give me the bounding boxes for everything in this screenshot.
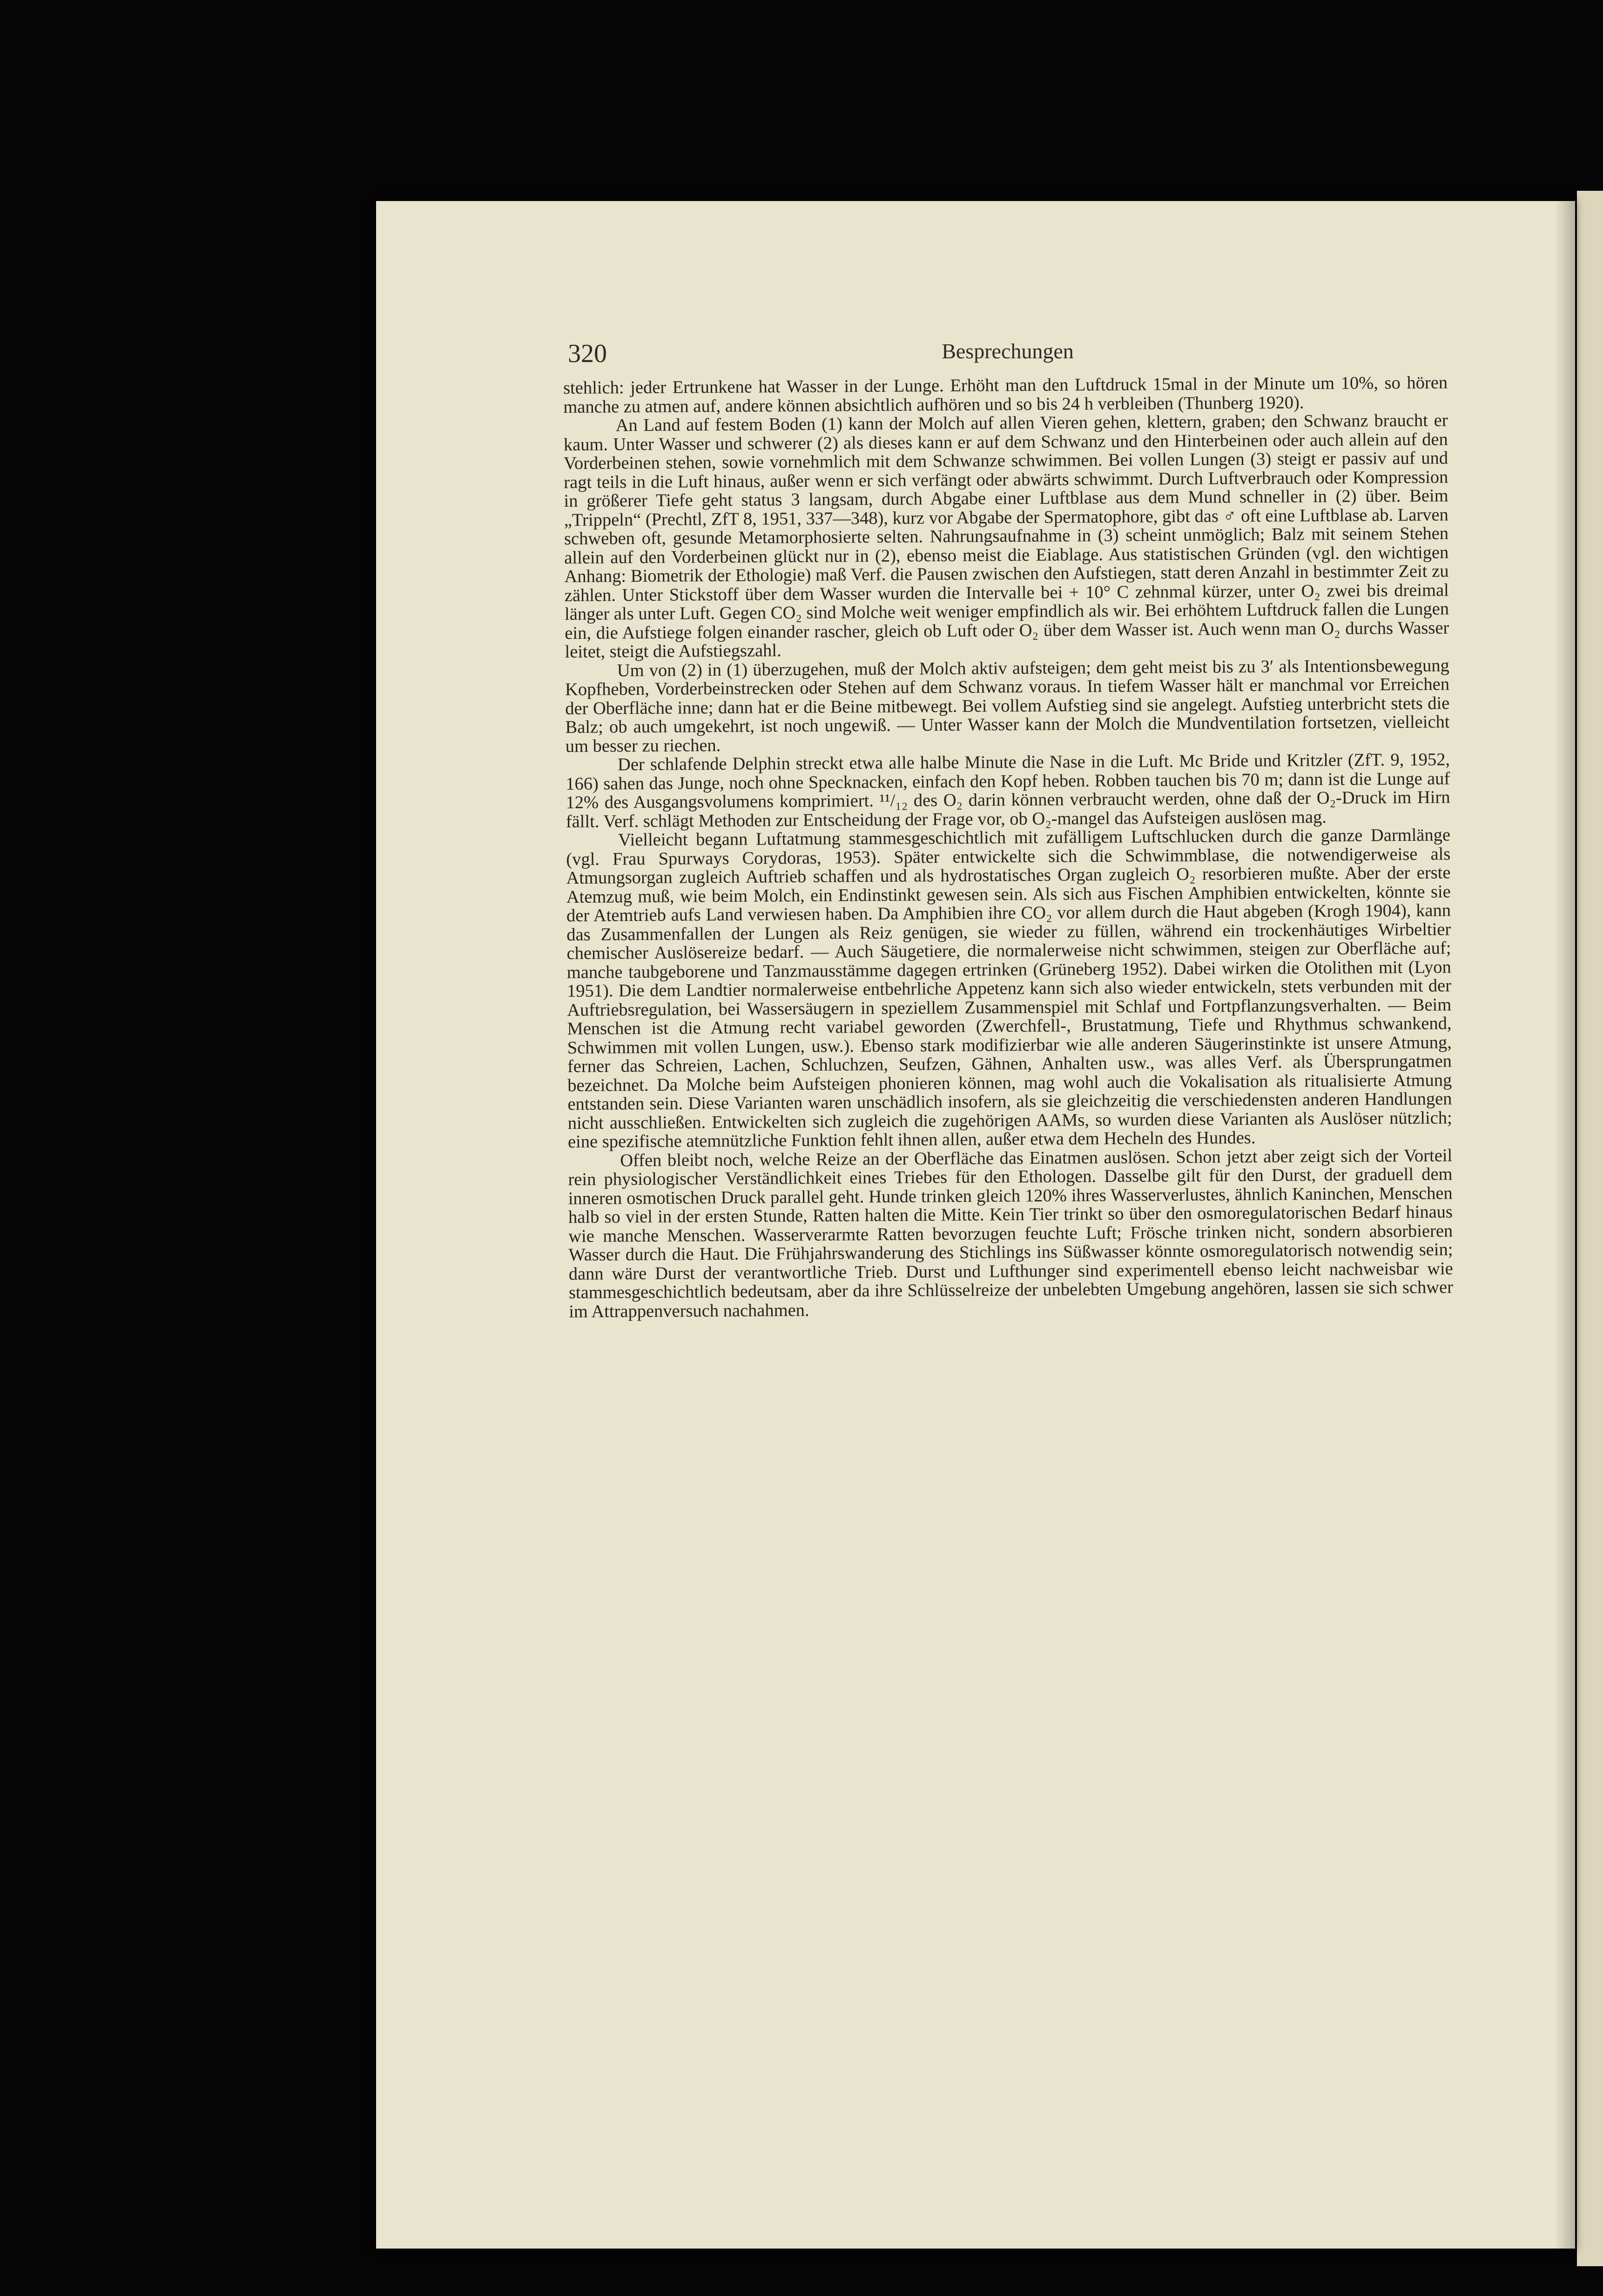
paragraph-continuation: stehlich: jeder Ertrunkene hat Wasser in der Lunge. Erhöht man den Luftdruck 15mal in der Minute um 10%, so hören manche zu atmen auf, andere können absichtlich aufhören und so bis 24 h verbleiben (Thunberg 1920). [563,373,1448,417]
gutter-shadow [1555,201,1575,2249]
page-header [568,339,1448,371]
page-number: 320 [568,339,607,368]
next-page-edge [1577,191,1603,2266]
body-text [563,373,1453,1321]
running-head: Besprechungen [942,339,1074,363]
paragraph-molch-behavior: An Land auf festem Boden (1) kann der Molch auf allen Vieren gehen, klettern, graben; den Schwanz braucht er kaum. Unter Wasser und schwerer (2) als dieses kann er auf dem Schwanz und den Hinterbeinen oder auch allein auf den Vorderbeinen stehen, sowie vornehmlich mit dem Schwanze schwimmen. Bei vollen Lungen (3) steigt er passiv auf und ragt teils in die Luft hinaus, außer wenn er sich verfängt oder abwärts schwimmt. Durch Luftverbrauch oder Kompression in größerer Tiefe geht status 3 langsam, durch Abgabe einer Luftblase aus dem Mund schneller in (2) über. Beim „Trippeln“ (Prechtl, ZfT 8, 1951, 337—348), kurz vor Abgabe der Spermatophore, gibt das ♂ oft eine Luftblase ab. Larven schweben oft, gesunde Metamorphosierte selten. Nahrungsaufnahme in (3) scheint unmöglich; Balz mit seinem Stehen allein auf den Vorderbeinen glückt nur in (2), ebenso meist die Eiablage. Aus statistischen Gründen (vgl. den wichtigen Anhang: Biometrik der Ethologie) maß Verf. die Pausen zwischen den Aufstiegen, statt deren Anzahl in bestimmter Zeit zu zählen. Unter Stickstoff über dem Wasser wurden die Intervalle bei + 10° C zehnmal kürzer, unter O₂ zwei bis dreimal länger als unter Luft. Gegen CO₂ sind Molche weit weniger empfindlich als wir. Bei erhöhtem Luftdruck fallen die Lungen ein, die Aufstiege folgen einander rascher, gleich ob Luft oder O₂ über dem Wasser ist. Auch wenn man O₂ durchs Wasser leitet, steigt die Aufstiegszahl. [563,410,1449,662]
paragraph-stammesgeschichte: Vielleicht begann Luftatmung stammesgeschichtlich mit zufälligem Luftschlucken durch die ganze Darmlänge (vgl. Frau Spurways Corydoras, 1953). Später entwickelte sich die Schwimmblase, die notwendigerweise als Atmungsorgan zugleich Auftrieb schaffen und als hydrostatisches Organ zugleich O₂ resorbieren mußte. Aber der erste Atemzug muß, wie beim Molch, ein Endinstinkt gewesen sein. Als sich aus Fischen Amphibien entwickelten, könnte sie der Atemtrieb aufs Land verwiesen haben. Da Amphibien ihre CO₂ vor allem durch die Haut abgeben (Krogh 1904), kann das Zusammenfallen der Lungen als Reiz genügen, sie wieder zu füllen, während ein trockenhäutiges Wirbeltier chemischer Auslösereize bedarf. — Auch Säugetiere, die normalerweise nicht schwimmen, steigen zur Oberfläche auf; manche taubgeborene und Tanzmausstämme dagegen ertrinken (Grüneberg 1952). Dabei wirken die Otolithen mit (Lyon 1951). Die dem Landtier normalerweise entbehrliche Appetenz kann sich also wieder entwickeln, stets verbunden mit der Auftriebsregulation, bei Wassersäugern in speziellem Zusammenspiel mit Schlaf und Fortpflanzungsverhalten. — Beim Menschen ist die Atmung recht variabel geworden (Zwerchfell-, Brustatmung, Tiefe und Rhythmus schwankend, Schwimmen mit vollen Lungen, usw.). Ebenso stark modifizierbar wie alle anderen Säugerinstinkte ist unsere Atmung, ferner das Schreien, Lachen, Schluchzen, Seufzen, Gähnen, Anhalten usw., was alles Verf. als Übersprungatmen bezeichnet. Da Molche beim Aufsteigen phonieren können, mag wohl auch die Vokalisation als ritualisierte Atmung entstanden sein. Diese Varianten waren unschädlich insofern, als sie gleichzeitig die verschiedensten anderen Handlungen nicht ausschließen. Entwickelten sich zugleich die zugehörigen AAMs, so wurden diese Varianten als Auslöser nützlich; eine spezifische atemnützliche Funktion fehlt ihnen allen, außer etwa dem Hecheln des Hundes. [566,825,1452,1152]
paragraph-durst: Offen bleibt noch, welche Reize an der Oberfläche das Einatmen auslösen. Schon jetzt aber zeigt sich der Vorteil rein physiologischer Verständlichkeit eines Triebes für den Ethologen. Dasselbe gilt für den Durst, der graduell dem inneren osmotischen Druck parallel geht. Hunde trinken gleich 120% ihres Wasserverlustes, ähnlich Kaninchen, Menschen halb so viel in der ersten Stunde, Ratten halten die Mitte. Kein Tier trinkt so über den osmoregulatorischen Bedarf hinaus wie manche Menschen. Wasserverarmte Ratten bevorzugen feuchte Luft; Frösche trinken nicht, sondern absorbieren Wasser durch die Haut. Die Frühjahrswanderung des Stichlings ins Süßwasser könnte osmoregulatorisch notwendig sein; dann wäre Durst der verantwortliche Trieb. Durst und Lufthunger sind experimentell ebenso leicht nachweisbar wie stammesgeschichtlich bedeutsam, aber da ihre Schlüsselreize der unbelebten Umgebung angehören, lassen sie sich schwer im Attrappenversuch nachahmen. [568,1145,1454,1322]
paragraph-aufstieg: Um von (2) in (1) überzugehen, muß der Molch aktiv aufsteigen; dem geht meist bis zu 3′ als Intentionsbewegung Kopfheben, Vorderbeinstrecken oder Stehen auf dem Schwanz voraus. In tiefem Wasser hält er manchmal vor Erreichen der Oberfläche inne; dann hat er die Beine mitbewegt. Bei vollem Aufstieg sind sie angelegt. Aufstieg unterbricht stets die Balz; ob auch umgekehrt, ist noch ungewiß. — Unter Wasser kann der Molch die Mundventilation fortsetzen, vielleicht um besser zu riechen. [565,655,1450,756]
paragraph-delphin: Der schlafende Delphin streckt etwa alle halbe Minute die Nase in die Luft. Mc Bride und Kritzler (ZfT. 9, 1952, 166) sahen das Junge, noch ohne Specknacken, einfach den Kopf heben. Robben tauchen bis 70 m; dann ist die Lunge auf 12% des Ausgangsvolumens komprimiert. ¹¹/₁₂ des O₂ darin können verbraucht werden, ohne daß der O₂-Druck im Hirn fällt. Verf. schlägt Methoden zur Entscheidung der Frage vor, ob O₂-mangel das Aufsteigen auslösen mag. [566,750,1450,832]
